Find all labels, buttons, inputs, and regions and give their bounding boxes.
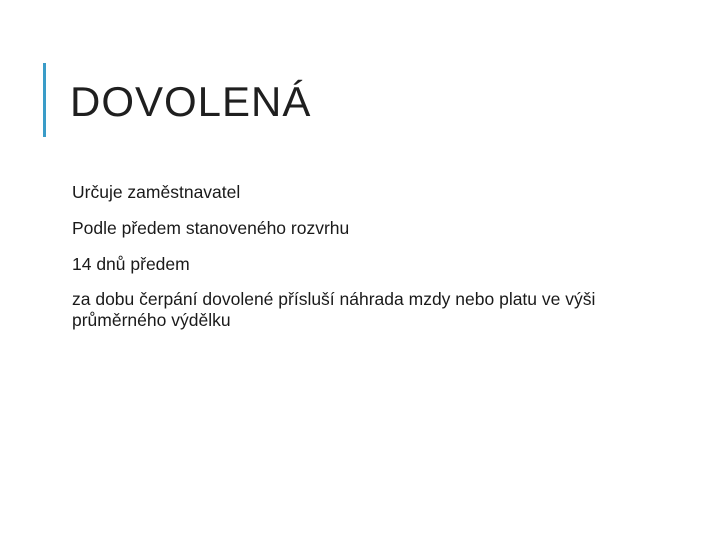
bullet-item: Určuje zaměstnavatel [72,182,241,202]
bullet-list [72,182,662,331]
title-accent-bar [43,63,46,137]
slide-title: DOVOLENÁ [70,78,312,125]
bullet-item: za dobu čerpání dovolené přísluší náhrada mzdy nebo platu ve výši průměrného výdělku [72,289,596,330]
bullet-item: Podle předem stanoveného rozvrhu [72,218,350,238]
bullet-item: 14 dnů předem [72,254,190,274]
